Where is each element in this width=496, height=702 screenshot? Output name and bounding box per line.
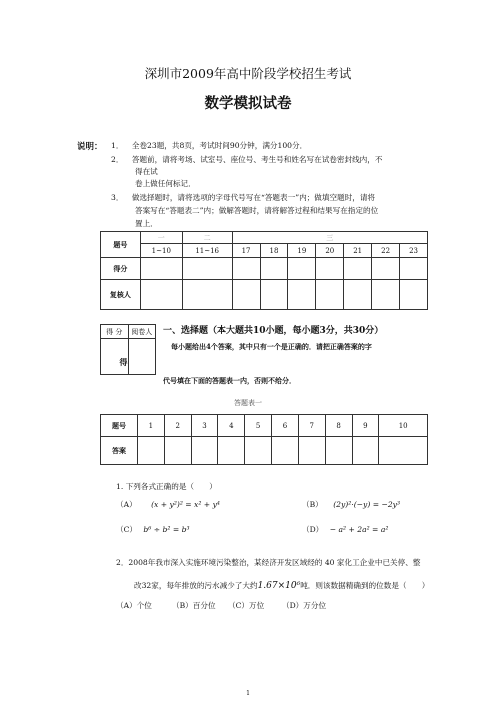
q2-line2-post: 吨．则该数据精确到的位数是（ ） bbox=[300, 581, 430, 590]
answer-label: 答案 bbox=[101, 437, 138, 465]
group-label-1: 一 bbox=[140, 232, 182, 244]
score-cell[interactable] bbox=[372, 258, 400, 280]
question-2-line1: 2．2008年我市深入实施环境污染整治，某经济开发区域经的 40 家化工企业中已关停、整 bbox=[116, 558, 421, 567]
question-1-stem: 1. 下列各式正确的是（ ） bbox=[116, 482, 217, 491]
score-cell[interactable] bbox=[260, 258, 288, 280]
note-2-line3: 卷上做任何标记． bbox=[135, 179, 196, 188]
score-col: 18 bbox=[260, 244, 288, 258]
answer-cell[interactable] bbox=[325, 437, 352, 465]
note-2 bbox=[111, 154, 382, 166]
answer-table-caption: 答题表一 bbox=[234, 399, 262, 407]
score-col: 21 bbox=[344, 244, 372, 258]
q2-option-b: （B）百分位 bbox=[172, 601, 216, 610]
q2-option-a: （A）个位 bbox=[116, 601, 152, 610]
note-2-line2: 得在试 bbox=[135, 167, 158, 176]
answer-num: 5 bbox=[245, 415, 272, 437]
answer-cell[interactable] bbox=[164, 437, 191, 465]
q1-option-b-expr: (2y)²·(−y) = −2y³ bbox=[333, 500, 401, 509]
answer-num: 8 bbox=[325, 415, 352, 437]
note-1-text: 全卷23题，共8页，考试时间90分钟，满分100分． bbox=[131, 141, 308, 150]
grader-reviewer-cell[interactable] bbox=[128, 339, 155, 375]
answer-table bbox=[100, 414, 428, 465]
answer-num: 9 bbox=[352, 415, 379, 437]
grader-box bbox=[100, 324, 156, 375]
reviewer-cell[interactable] bbox=[344, 280, 372, 310]
score-cell[interactable] bbox=[232, 258, 260, 280]
note-3 bbox=[111, 192, 375, 204]
reviewer-cell[interactable] bbox=[372, 280, 400, 310]
score-label: 得分 bbox=[101, 258, 141, 280]
score-cell[interactable] bbox=[316, 258, 344, 280]
answer-cell[interactable] bbox=[379, 437, 428, 465]
q1-option-a-expr: (x + y²)² = x² + y⁴ bbox=[151, 500, 220, 509]
grader-reviewer-label: 阅卷人 bbox=[128, 325, 155, 339]
score-col: 1~10 bbox=[140, 244, 182, 258]
q1-option-a-label: （A） bbox=[116, 500, 137, 509]
answer-row-header: 题号 bbox=[101, 415, 138, 437]
note-2-num: 2． bbox=[111, 155, 124, 164]
q1-option-c-label: （C） bbox=[116, 525, 137, 534]
answer-num: 7 bbox=[298, 415, 325, 437]
score-cell[interactable] bbox=[140, 258, 182, 280]
answer-cell[interactable] bbox=[352, 437, 379, 465]
note-3-line2: 答案写在“答题表二”内；做解答题时，请将解答过程和结果写在指定的位 bbox=[135, 206, 379, 215]
q1-option-d bbox=[302, 524, 388, 535]
score-cell[interactable] bbox=[400, 258, 428, 280]
notes-label: 说明： bbox=[77, 142, 103, 152]
question-2-line2 bbox=[134, 580, 429, 591]
score-col: 20 bbox=[316, 244, 344, 258]
reviewer-cell[interactable] bbox=[232, 280, 260, 310]
grader-score-label: 得 分 bbox=[101, 325, 129, 339]
note-3-num: 3． bbox=[111, 193, 124, 202]
answer-cell[interactable] bbox=[191, 437, 218, 465]
reviewer-cell[interactable] bbox=[288, 280, 316, 310]
score-col: 11~16 bbox=[182, 244, 232, 258]
note-3-line1: 做选择题时，请将选项的字母代号写在“答题表一”内；做填空题时，请将 bbox=[131, 193, 376, 202]
q2-option-c: （C）万位 bbox=[228, 601, 265, 610]
reviewer-cell[interactable] bbox=[316, 280, 344, 310]
q1-option-c-expr: b⁶ ÷ b² = b³ bbox=[143, 525, 190, 534]
answer-num: 1 bbox=[138, 415, 165, 437]
answer-cell[interactable] bbox=[245, 437, 272, 465]
answer-cell[interactable] bbox=[138, 437, 165, 465]
q1-option-d-expr: − a² + 2a² = a² bbox=[329, 525, 389, 534]
section1-desc-line2: 代号填在下面的答题表一内，否则不给分． bbox=[163, 376, 296, 385]
answer-num: 10 bbox=[379, 415, 428, 437]
note-1-num: 1． bbox=[111, 141, 124, 150]
reviewer-cell[interactable] bbox=[260, 280, 288, 310]
answer-cell[interactable] bbox=[272, 437, 299, 465]
q1-option-d-label: （D） bbox=[302, 525, 324, 534]
exam-subtitle: 数学模拟试卷 bbox=[204, 95, 292, 112]
q1-option-b-label: （B） bbox=[302, 500, 323, 509]
group-label-2: 二 bbox=[182, 232, 232, 244]
q1-option-b bbox=[302, 499, 400, 510]
section1-title: 一、选择题（本大题共10小题，每小题3分，共30分） bbox=[163, 326, 384, 336]
reviewer-cell[interactable] bbox=[400, 280, 428, 310]
page-number: 1 bbox=[246, 690, 250, 697]
q1-option-a bbox=[116, 499, 220, 510]
score-cell[interactable] bbox=[182, 258, 232, 280]
group-label-3: 三 bbox=[232, 232, 427, 244]
score-cell[interactable] bbox=[344, 258, 372, 280]
answer-num: 4 bbox=[218, 415, 245, 437]
q2-line2-pre: 改32家，每年排放的污水减少了大约 bbox=[134, 581, 258, 590]
answer-cell[interactable] bbox=[298, 437, 325, 465]
score-table bbox=[100, 231, 428, 310]
grader-side-char: 得 bbox=[119, 357, 128, 367]
answer-num: 3 bbox=[191, 415, 218, 437]
grader-score-cell[interactable] bbox=[101, 339, 129, 375]
score-cell[interactable] bbox=[288, 258, 316, 280]
q1-option-c bbox=[116, 524, 190, 535]
note-2-line1: 答题前，请将考场、试室号、座位号、考生号和姓名写在试卷密封线内，不 bbox=[131, 155, 383, 164]
q2-option-d: （D）万分位 bbox=[282, 601, 327, 610]
answer-num: 2 bbox=[164, 415, 191, 437]
section1-desc-line1: 每小题给出4个答案，其中只有一个是正确的．请把正确答案的字 bbox=[171, 342, 372, 351]
answer-cell[interactable] bbox=[218, 437, 245, 465]
answer-num: 6 bbox=[272, 415, 299, 437]
score-col: 17 bbox=[232, 244, 260, 258]
score-col: 23 bbox=[400, 244, 428, 258]
note-1 bbox=[111, 140, 307, 152]
score-col: 19 bbox=[288, 244, 316, 258]
q2-line2-math: 1.67×10⁶ bbox=[257, 581, 301, 591]
score-col: 22 bbox=[372, 244, 400, 258]
note-3-line3: 置上． bbox=[135, 219, 158, 228]
reviewer-label: 复核人 bbox=[101, 280, 141, 310]
exam-title: 深圳市2009年高中阶段学校招生考试 bbox=[144, 66, 352, 81]
score-row-header: 题号 bbox=[101, 232, 141, 258]
reviewer-cell[interactable] bbox=[182, 280, 232, 310]
reviewer-cell[interactable] bbox=[140, 280, 182, 310]
